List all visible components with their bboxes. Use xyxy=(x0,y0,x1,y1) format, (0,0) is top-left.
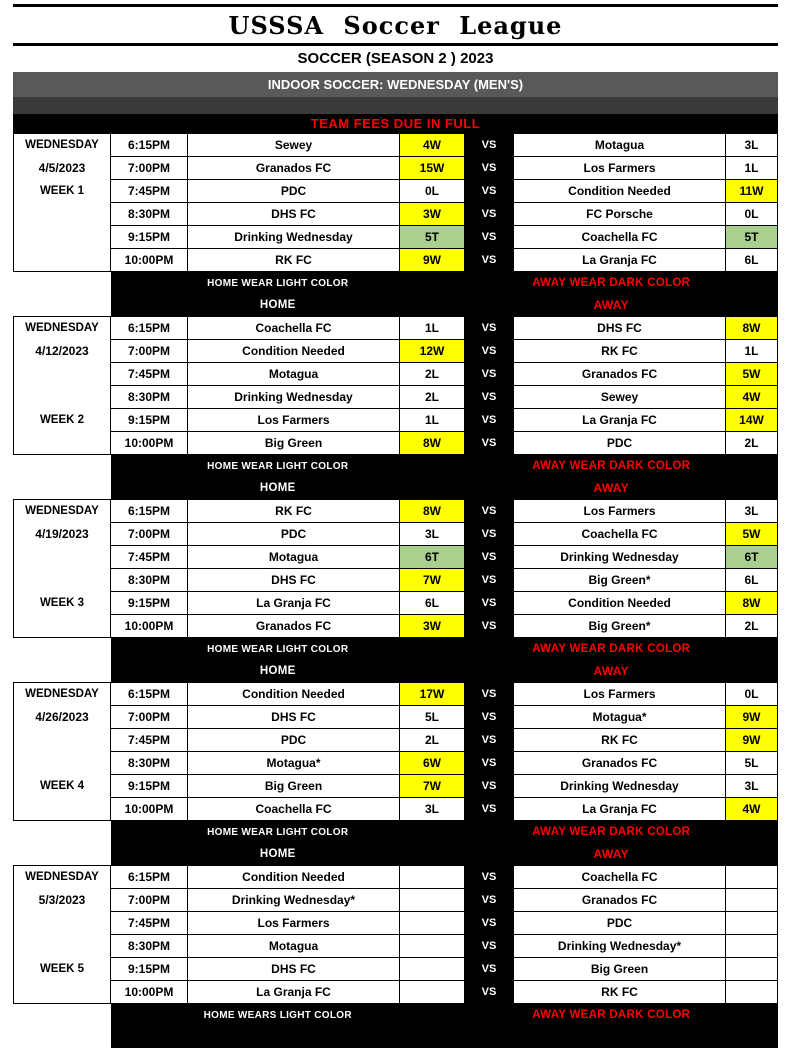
home-result-cell: 3W xyxy=(400,203,464,225)
uniform-footer xyxy=(111,455,778,499)
away-team-cell: La Granja FC xyxy=(514,409,725,431)
away-wear-note: AWAY WEAR DARK COLOR xyxy=(532,643,691,655)
vs-cell: VS xyxy=(465,935,513,957)
season-subtitle: SOCCER (SEASON 2 ) 2023 xyxy=(297,50,494,67)
away-result-cell xyxy=(726,866,777,888)
vs-cell: VS xyxy=(465,409,513,431)
home-result-cell: 2L xyxy=(400,386,464,408)
away-result-cell xyxy=(726,981,777,1003)
week-block xyxy=(13,133,778,316)
home-result-cell: 5T xyxy=(400,226,464,248)
away-team-cell: Big Green* xyxy=(514,569,725,591)
home-team-cell: Los Farmers xyxy=(188,409,399,431)
time-cell: 8:30PM xyxy=(111,386,187,408)
away-result-cell xyxy=(726,958,777,980)
away-team-cell: Sewey xyxy=(514,386,725,408)
home-result-cell: 7W xyxy=(400,569,464,591)
home-team-cell: Sewey xyxy=(188,134,399,156)
day-label: WEDNESDAY xyxy=(25,505,99,517)
home-team-cell: PDC xyxy=(188,180,399,202)
away-team-cell: Granados FC xyxy=(514,363,725,385)
vs-cell: VS xyxy=(465,798,513,820)
uniform-note-row xyxy=(111,638,778,660)
away-result-cell: 8W xyxy=(726,317,777,339)
away-team-cell: Los Farmers xyxy=(514,157,725,179)
vs-cell: VS xyxy=(465,775,513,797)
home-result-cell: 5L xyxy=(400,706,464,728)
week-grid xyxy=(13,682,778,821)
away-team-cell: PDC xyxy=(514,432,725,454)
vs-cell: VS xyxy=(465,340,513,362)
time-cell: 6:15PM xyxy=(111,317,187,339)
home-result-cell: 9W xyxy=(400,249,464,271)
time-cell: 7:00PM xyxy=(111,706,187,728)
time-cell: 9:15PM xyxy=(111,592,187,614)
home-away-row xyxy=(111,1026,778,1048)
away-result-cell: 14W xyxy=(726,409,777,431)
home-result-cell: 6T xyxy=(400,546,464,568)
away-result-cell: 3L xyxy=(726,134,777,156)
vs-cell: VS xyxy=(465,317,513,339)
vs-cell: VS xyxy=(465,706,513,728)
home-team-cell: Motagua xyxy=(188,363,399,385)
time-cell: 7:00PM xyxy=(111,889,187,911)
away-team-cell: La Granja FC xyxy=(514,249,725,271)
away-label xyxy=(445,1026,779,1048)
away-result-cell: 2L xyxy=(726,615,777,637)
away-team-cell: Motagua* xyxy=(514,706,725,728)
away-result-cell: 0L xyxy=(726,203,777,225)
vs-cell: VS xyxy=(465,912,513,934)
home-result-cell: 8W xyxy=(400,500,464,522)
home-label xyxy=(111,1026,445,1048)
time-cell: 7:45PM xyxy=(111,912,187,934)
home-result-cell: 3L xyxy=(400,798,464,820)
home-team-cell: DHS FC xyxy=(188,203,399,225)
home-result-cell xyxy=(400,889,464,911)
home-result-cell xyxy=(400,958,464,980)
home-team-cell: DHS FC xyxy=(188,569,399,591)
vs-cell: VS xyxy=(465,729,513,751)
away-team-cell: RK FC xyxy=(514,340,725,362)
vs-cell: VS xyxy=(465,569,513,591)
week-block xyxy=(13,682,778,865)
vs-cell: VS xyxy=(465,546,513,568)
vs-cell: VS xyxy=(465,752,513,774)
time-cell: 7:00PM xyxy=(111,340,187,362)
away-result-cell: 3L xyxy=(726,500,777,522)
uniform-footer xyxy=(111,1004,778,1048)
away-result-cell: 4W xyxy=(726,386,777,408)
time-cell: 10:00PM xyxy=(111,432,187,454)
home-away-row xyxy=(111,843,778,865)
vs-cell: VS xyxy=(465,180,513,202)
home-result-cell: 4W xyxy=(400,134,464,156)
away-result-cell: 9W xyxy=(726,706,777,728)
vs-cell: VS xyxy=(465,386,513,408)
away-team-cell: Big Green xyxy=(514,958,725,980)
away-team-cell: RK FC xyxy=(514,729,725,751)
home-team-cell: Drinking Wednesday xyxy=(188,226,399,248)
home-result-cell: 7W xyxy=(400,775,464,797)
week-block xyxy=(13,499,778,682)
home-wear-note: HOME WEAR LIGHT COLOR xyxy=(207,277,349,289)
schedule-page xyxy=(13,4,778,1048)
home-team-cell: RK FC xyxy=(188,249,399,271)
time-cell: 6:15PM xyxy=(111,683,187,705)
home-result-cell: 2L xyxy=(400,363,464,385)
away-wear-note: AWAY WEAR DARK COLOR xyxy=(532,1009,691,1021)
date-cell xyxy=(14,134,110,271)
home-team-cell: PDC xyxy=(188,523,399,545)
date-label: 4/26/2023 xyxy=(35,710,89,724)
home-result-cell: 8W xyxy=(400,432,464,454)
away-wear-note: AWAY WEAR DARK COLOR xyxy=(532,277,691,289)
home-label: HOME xyxy=(259,848,296,860)
time-cell: 7:45PM xyxy=(111,729,187,751)
vs-cell: VS xyxy=(465,592,513,614)
home-team-cell: Condition Needed xyxy=(188,866,399,888)
home-result-cell: 0L xyxy=(400,180,464,202)
away-wear-note: AWAY WEAR DARK COLOR xyxy=(532,826,691,838)
home-team-cell: Granados FC xyxy=(188,615,399,637)
week-block xyxy=(13,316,778,499)
home-wear-note: HOME WEAR LIGHT COLOR xyxy=(207,826,349,838)
away-result-cell: 0L xyxy=(726,683,777,705)
vs-cell: VS xyxy=(465,249,513,271)
time-cell: 10:00PM xyxy=(111,249,187,271)
home-team-cell: DHS FC xyxy=(188,706,399,728)
vs-cell: VS xyxy=(465,683,513,705)
time-cell: 10:00PM xyxy=(111,798,187,820)
vs-cell: VS xyxy=(465,363,513,385)
away-result-cell: 1L xyxy=(726,340,777,362)
away-team-cell: PDC xyxy=(514,912,725,934)
time-cell: 8:30PM xyxy=(111,935,187,957)
home-result-cell: 17W xyxy=(400,683,464,705)
day-label: WEDNESDAY xyxy=(25,688,99,700)
away-team-cell: Big Green* xyxy=(514,615,725,637)
home-result-cell xyxy=(400,866,464,888)
home-team-cell: Big Green xyxy=(188,432,399,454)
vs-cell: VS xyxy=(465,981,513,1003)
date-label: 5/3/2023 xyxy=(38,893,86,907)
away-result-cell xyxy=(726,889,777,911)
home-result-cell: 6L xyxy=(400,592,464,614)
time-cell: 8:30PM xyxy=(111,752,187,774)
vs-cell: VS xyxy=(465,134,513,156)
time-cell: 7:00PM xyxy=(111,523,187,545)
week-label: WEEK 5 xyxy=(39,963,85,975)
time-cell: 6:15PM xyxy=(111,134,187,156)
uniform-footer xyxy=(111,821,778,865)
home-label: HOME xyxy=(259,482,296,494)
home-team-cell: DHS FC xyxy=(188,958,399,980)
vs-cell: VS xyxy=(465,226,513,248)
away-team-cell: Condition Needed xyxy=(514,592,725,614)
home-team-cell: Big Green xyxy=(188,775,399,797)
week-label: WEEK 3 xyxy=(39,597,85,609)
home-wear-note: HOME WEAR LIGHT COLOR xyxy=(207,643,349,655)
away-team-cell: Coachella FC xyxy=(514,866,725,888)
time-cell: 6:15PM xyxy=(111,500,187,522)
time-cell: 10:00PM xyxy=(111,981,187,1003)
home-result-cell: 2L xyxy=(400,729,464,751)
vs-cell: VS xyxy=(465,432,513,454)
vs-cell: VS xyxy=(465,203,513,225)
weeks-container xyxy=(13,133,778,1048)
vs-cell: VS xyxy=(465,958,513,980)
home-result-cell: 15W xyxy=(400,157,464,179)
away-result-cell: 6L xyxy=(726,249,777,271)
away-team-cell: FC Porsche xyxy=(514,203,725,225)
home-team-cell: Los Farmers xyxy=(188,912,399,934)
away-result-cell xyxy=(726,935,777,957)
week-label: WEEK 2 xyxy=(39,414,85,426)
day-label: WEDNESDAY xyxy=(25,139,99,151)
home-team-cell: Coachella FC xyxy=(188,317,399,339)
home-result-cell xyxy=(400,935,464,957)
away-result-cell: 5W xyxy=(726,523,777,545)
fees-notice: TEAM FEES DUE IN FULL xyxy=(13,114,778,133)
vs-cell: VS xyxy=(465,615,513,637)
uniform-note-row xyxy=(111,455,778,477)
home-team-cell: Coachella FC xyxy=(188,798,399,820)
home-away-row xyxy=(111,477,778,499)
home-result-cell: 12W xyxy=(400,340,464,362)
home-label: HOME xyxy=(259,299,296,311)
home-away-row xyxy=(111,660,778,682)
away-result-cell: 9W xyxy=(726,729,777,751)
away-team-cell: Condition Needed xyxy=(514,180,725,202)
week-label: WEEK 1 xyxy=(39,185,85,197)
away-team-cell: Granados FC xyxy=(514,889,725,911)
home-team-cell: Condition Needed xyxy=(188,683,399,705)
week-grid xyxy=(13,865,778,1004)
time-cell: 8:30PM xyxy=(111,569,187,591)
away-result-cell: 6L xyxy=(726,569,777,591)
home-team-cell: Drinking Wednesday* xyxy=(188,889,399,911)
away-label: AWAY xyxy=(593,298,629,312)
away-result-cell: 5L xyxy=(726,752,777,774)
time-cell: 7:45PM xyxy=(111,180,187,202)
vs-cell: VS xyxy=(465,157,513,179)
uniform-note-row xyxy=(111,1004,778,1026)
time-cell: 8:30PM xyxy=(111,203,187,225)
time-cell: 7:45PM xyxy=(111,363,187,385)
away-result-cell: 6T xyxy=(726,546,777,568)
vs-cell: VS xyxy=(465,866,513,888)
week-grid xyxy=(13,499,778,638)
date-cell xyxy=(14,683,110,820)
away-team-cell: Granados FC xyxy=(514,752,725,774)
date-label: 4/19/2023 xyxy=(35,527,89,541)
uniform-footer xyxy=(111,272,778,316)
time-cell: 10:00PM xyxy=(111,615,187,637)
home-team-cell: Motagua* xyxy=(188,752,399,774)
date-cell xyxy=(14,317,110,454)
time-cell: 9:15PM xyxy=(111,958,187,980)
away-label: AWAY xyxy=(593,481,629,495)
date-cell xyxy=(14,500,110,637)
away-result-cell: 5T xyxy=(726,226,777,248)
away-result-cell xyxy=(726,912,777,934)
away-team-cell: RK FC xyxy=(514,981,725,1003)
time-cell: 9:15PM xyxy=(111,226,187,248)
away-result-cell: 4W xyxy=(726,798,777,820)
week-label: WEEK 4 xyxy=(39,780,85,792)
away-label: AWAY xyxy=(593,664,629,678)
home-result-cell: 1L xyxy=(400,317,464,339)
away-result-cell: 8W xyxy=(726,592,777,614)
home-label: HOME xyxy=(259,665,296,677)
league-title: USSSA Soccer League xyxy=(228,11,563,40)
time-cell: 9:15PM xyxy=(111,775,187,797)
uniform-note-row xyxy=(111,821,778,843)
home-team-cell: Granados FC xyxy=(188,157,399,179)
home-result-cell: 3L xyxy=(400,523,464,545)
away-label: AWAY xyxy=(593,847,629,861)
away-team-cell: Coachella FC xyxy=(514,523,725,545)
date-label: 4/5/2023 xyxy=(38,161,86,175)
home-wear-note: HOME WEARS LIGHT COLOR xyxy=(203,1009,352,1021)
home-team-cell: Motagua xyxy=(188,546,399,568)
away-team-cell: DHS FC xyxy=(514,317,725,339)
division-bar: INDOOR SOCCER: WEDNESDAY (MEN'S) xyxy=(13,72,778,97)
home-team-cell: Condition Needed xyxy=(188,340,399,362)
home-wear-note: HOME WEAR LIGHT COLOR xyxy=(207,460,349,472)
home-team-cell: La Granja FC xyxy=(188,592,399,614)
vs-cell: VS xyxy=(465,889,513,911)
home-result-cell: 1L xyxy=(400,409,464,431)
away-team-cell: Drinking Wednesday* xyxy=(514,935,725,957)
away-team-cell: Drinking Wednesday xyxy=(514,775,725,797)
home-result-cell xyxy=(400,981,464,1003)
uniform-note-row xyxy=(111,272,778,294)
away-team-cell: Motagua xyxy=(514,134,725,156)
away-wear-note: AWAY WEAR DARK COLOR xyxy=(532,460,691,472)
home-team-cell: Drinking Wednesday xyxy=(188,386,399,408)
away-team-cell: Los Farmers xyxy=(514,683,725,705)
away-result-cell: 3L xyxy=(726,775,777,797)
home-team-cell: Motagua xyxy=(188,935,399,957)
home-result-cell: 6W xyxy=(400,752,464,774)
vs-cell: VS xyxy=(465,500,513,522)
home-team-cell: RK FC xyxy=(188,500,399,522)
away-result-cell: 1L xyxy=(726,157,777,179)
time-cell: 9:15PM xyxy=(111,409,187,431)
home-result-cell: 3W xyxy=(400,615,464,637)
day-label: WEDNESDAY xyxy=(25,871,99,883)
time-cell: 7:45PM xyxy=(111,546,187,568)
week-grid xyxy=(13,316,778,455)
away-result-cell: 5W xyxy=(726,363,777,385)
home-team-cell: La Granja FC xyxy=(188,981,399,1003)
dark-band xyxy=(13,97,778,114)
week-grid xyxy=(13,133,778,272)
uniform-footer xyxy=(111,638,778,682)
vs-cell: VS xyxy=(465,523,513,545)
week-block xyxy=(13,865,778,1048)
away-team-cell: Drinking Wednesday xyxy=(514,546,725,568)
home-result-cell xyxy=(400,912,464,934)
home-team-cell: PDC xyxy=(188,729,399,751)
day-label: WEDNESDAY xyxy=(25,322,99,334)
date-cell xyxy=(14,866,110,1003)
away-result-cell: 2L xyxy=(726,432,777,454)
time-cell: 6:15PM xyxy=(111,866,187,888)
away-team-cell: Coachella FC xyxy=(514,226,725,248)
away-team-cell: Los Farmers xyxy=(514,500,725,522)
away-team-cell: La Granja FC xyxy=(514,798,725,820)
home-away-row xyxy=(111,294,778,316)
time-cell: 7:00PM xyxy=(111,157,187,179)
date-label: 4/12/2023 xyxy=(35,344,89,358)
away-result-cell: 11W xyxy=(726,180,777,202)
